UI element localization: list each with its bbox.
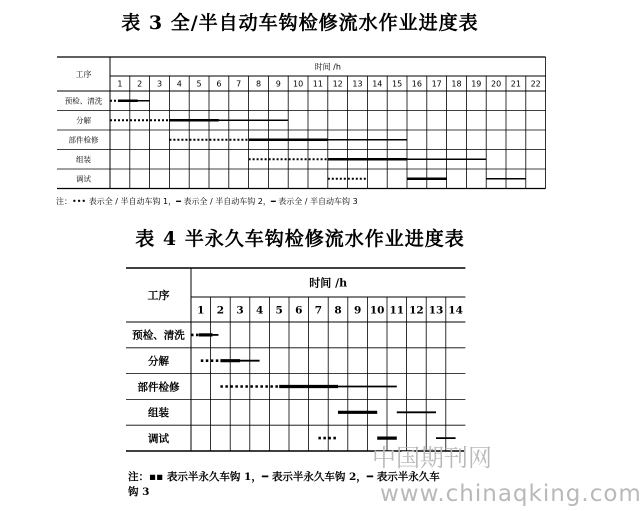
table4-grid bbox=[126, 268, 465, 451]
table3-row-label: 预检、清洗 bbox=[64, 96, 103, 106]
table4-hour-label: 10 bbox=[369, 304, 385, 317]
table3-title: 表 3 全/半自动车钩检修流水作业进度表 bbox=[121, 12, 479, 34]
table4-legend-note-line2: 钩 3 bbox=[128, 486, 150, 498]
table4-hour-label: 12 bbox=[409, 304, 424, 317]
table4-legend-note-line1: 注：▪▪ 表示半永久车钩 1，━ 表示半永久车钩 2，━ 表示半永久车 bbox=[128, 471, 440, 483]
table3-hour-label: 7 bbox=[236, 79, 242, 89]
table3-hour-label: 9 bbox=[275, 79, 281, 89]
table3-hour-label: 13 bbox=[352, 79, 363, 89]
table3-header-process: 工序 bbox=[75, 69, 92, 79]
watermark-url: www.chinaqking.com bbox=[380, 481, 642, 507]
table3-hour-label: 12 bbox=[332, 79, 343, 89]
table3-hour-label: 4 bbox=[176, 79, 182, 89]
table3-hour-label: 3 bbox=[156, 79, 163, 89]
table3-hour-label: 11 bbox=[312, 79, 323, 89]
table4-hour-label: 6 bbox=[295, 304, 303, 317]
table3-legend-note: 注：••• 表示全 / 半自动车钩 1，━ 表示全 / 半自动车钩 2，━ 表示全 / 半自动车钩 3 bbox=[56, 197, 358, 206]
watermark-cn: 中国期刊网 bbox=[372, 444, 492, 472]
table4-hour-label: 2 bbox=[216, 304, 225, 317]
table4-row-label: 组装 bbox=[148, 407, 169, 420]
table3-row-label: 调试 bbox=[76, 174, 91, 184]
table4-hour-label: 4 bbox=[255, 304, 264, 317]
table3-hour-label: 19 bbox=[471, 79, 482, 89]
table3-grid bbox=[57, 57, 546, 189]
table3-header-time: 时间 /h bbox=[314, 62, 341, 72]
table3-hour-label: 5 bbox=[196, 79, 202, 89]
table4-hour-label: 13 bbox=[428, 304, 444, 317]
table4-header-time: 时间 /h bbox=[309, 276, 348, 290]
table3-hour-label: 20 bbox=[491, 79, 502, 89]
table4-row-label: 调试 bbox=[148, 432, 169, 445]
table3-hour-label: 16 bbox=[411, 79, 422, 89]
table4-title: 表 4 半永久车钩检修流水作业进度表 bbox=[135, 228, 465, 250]
table3-row-label: 部件检修 bbox=[68, 135, 99, 145]
table4-hour-label: 14 bbox=[448, 304, 463, 317]
table3-hour-label: 1 bbox=[117, 79, 123, 89]
table4-hour-label: 11 bbox=[389, 304, 405, 317]
table3-hour-label: 17 bbox=[431, 79, 442, 89]
table3-hour-label: 15 bbox=[392, 79, 403, 89]
table4-header-process: 工序 bbox=[147, 288, 170, 302]
table4-hour-label: 5 bbox=[275, 304, 283, 317]
table3-hour-label: 6 bbox=[216, 79, 222, 89]
table3-hour-label: 21 bbox=[510, 79, 521, 89]
table4-hour-label: 8 bbox=[334, 304, 342, 317]
table3-row-label: 组装 bbox=[76, 154, 91, 164]
table4-hour-label: 3 bbox=[236, 304, 244, 317]
table4-row-label: 分解 bbox=[148, 355, 169, 368]
table3-hour-label: 10 bbox=[293, 79, 304, 89]
table3-hour-label: 18 bbox=[451, 79, 462, 89]
table4-row-label: 部件检修 bbox=[137, 381, 180, 394]
table4-hour-label: 9 bbox=[353, 304, 362, 317]
table4-hour-label: 1 bbox=[197, 304, 205, 317]
table4-hour-label: 7 bbox=[314, 304, 323, 317]
table3-hour-label: 14 bbox=[372, 79, 383, 89]
table3-hour-label: 22 bbox=[530, 79, 541, 89]
table3-hour-label: 8 bbox=[255, 79, 262, 89]
table3-row-label: 分解 bbox=[76, 115, 91, 125]
table4-row-label: 预检、清洗 bbox=[132, 329, 185, 342]
table3-hour-label: 2 bbox=[137, 79, 143, 89]
